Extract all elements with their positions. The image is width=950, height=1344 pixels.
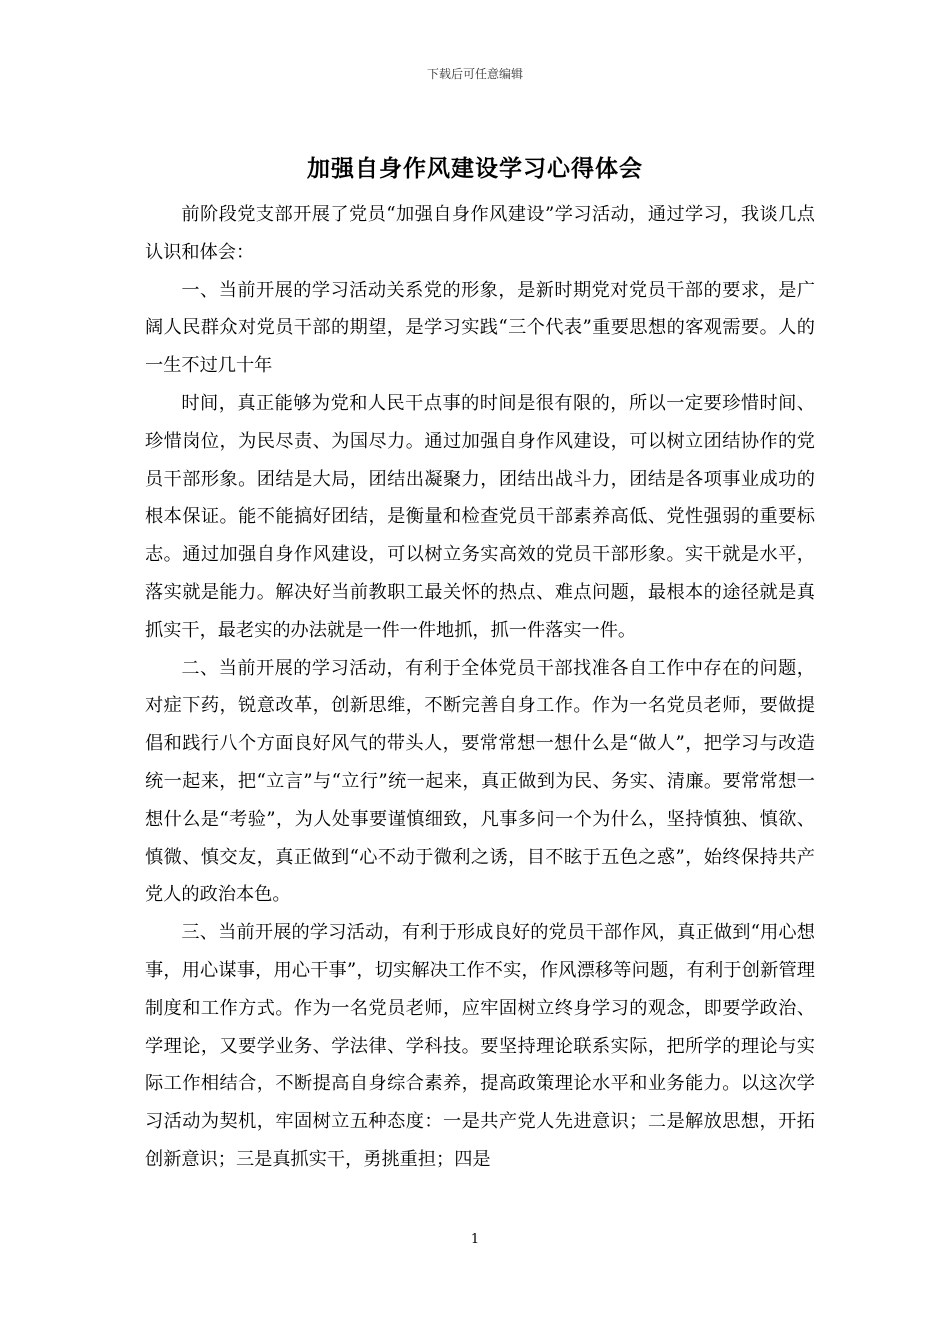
page-header: 下载后可任意编辑 [426, 67, 523, 81]
paragraph-intro: 前阶段党支部开展了党员“加强自身作风建设”学习活动，通过学习，我谈几点认识和体会： [145, 204, 815, 263]
document-title: 加强自身作风建设学习心得体会 [307, 155, 643, 182]
paragraph-section-two: 二、当前开展的学习活动，有利于全体党员干部找准各自工作中存在的问题，对症下药，锐意改革，创新思维，不断完善自身工作。作为一名党员老师，要做提倡和践行八个方面良好风气的带头人，要常常想一想什么是“做人”，把学习与改造统一起来，把“立言”与“立行”统一起来，真正做到为民、务实、清廉。要常常想一想什么是“考验”，为人处事要谨慎细致，凡事多问一个为什么，坚持慎独、慎欲、慎微、慎交友，真正做到“心不动于微利之诱，目不眩于五色之惑”，始终保持共产党人的政治本色。 [145, 657, 815, 906]
paragraph-section-one-continued: 时间，真正能够为党和人民干点事的时间是很有限的，所以一定要珍惜时间、珍惜岗位，为民尽责、为国尽力。通过加强自身作风建设，可以树立团结协作的党员干部形象。团结是大局，团结出凝聚力，团结出战斗力，团结是各项事业成功的根本保证。能不能搞好团结，是衡量和检查党员干部素养高低、党性强弱的重要标志。通过加强自身作风建设，可以树立务实高效的党员干部形象。实干就是水平，落实就是能力。解决好当前教职工最关怀的热点、难点问题，最根本的途径就是真抓实干，最老实的办法就是一件一件地抓，抓一件落实一件。 [145, 392, 815, 641]
document-body [145, 196, 815, 1179]
page-number: 1 [470, 1232, 480, 1247]
paragraph-section-three: 三、当前开展的学习活动，有利于形成良好的党员干部作风，真正做到“用心想事，用心谋事，用心干事”，切实解决工作不实，作风漂移等问题，有利于创新管理制度和工作方式。作为一名党员老师，应牢固树立终身学习的观念，即要学政治、学理论，又要学业务、学法律、学科技。要坚持理论联系实际，把所学的理论与实际工作相结合，不断提高自身综合素养，提高政策理论水平和业务能力。以这次学习活动为契机，牢固树立五种态度：一是共产党人先进意识；二是解放思想，开拓创新意识；三是真抓实干，勇挑重担；四是 [145, 922, 815, 1170]
paragraph-section-one: 一、当前开展的学习活动关系党的形象，是新时期党对党员干部的要求，是广阔人民群众对党员干部的期望，是学习实践“三个代表”重要思想的客观需要。人的一生不过几十年 [145, 279, 815, 377]
